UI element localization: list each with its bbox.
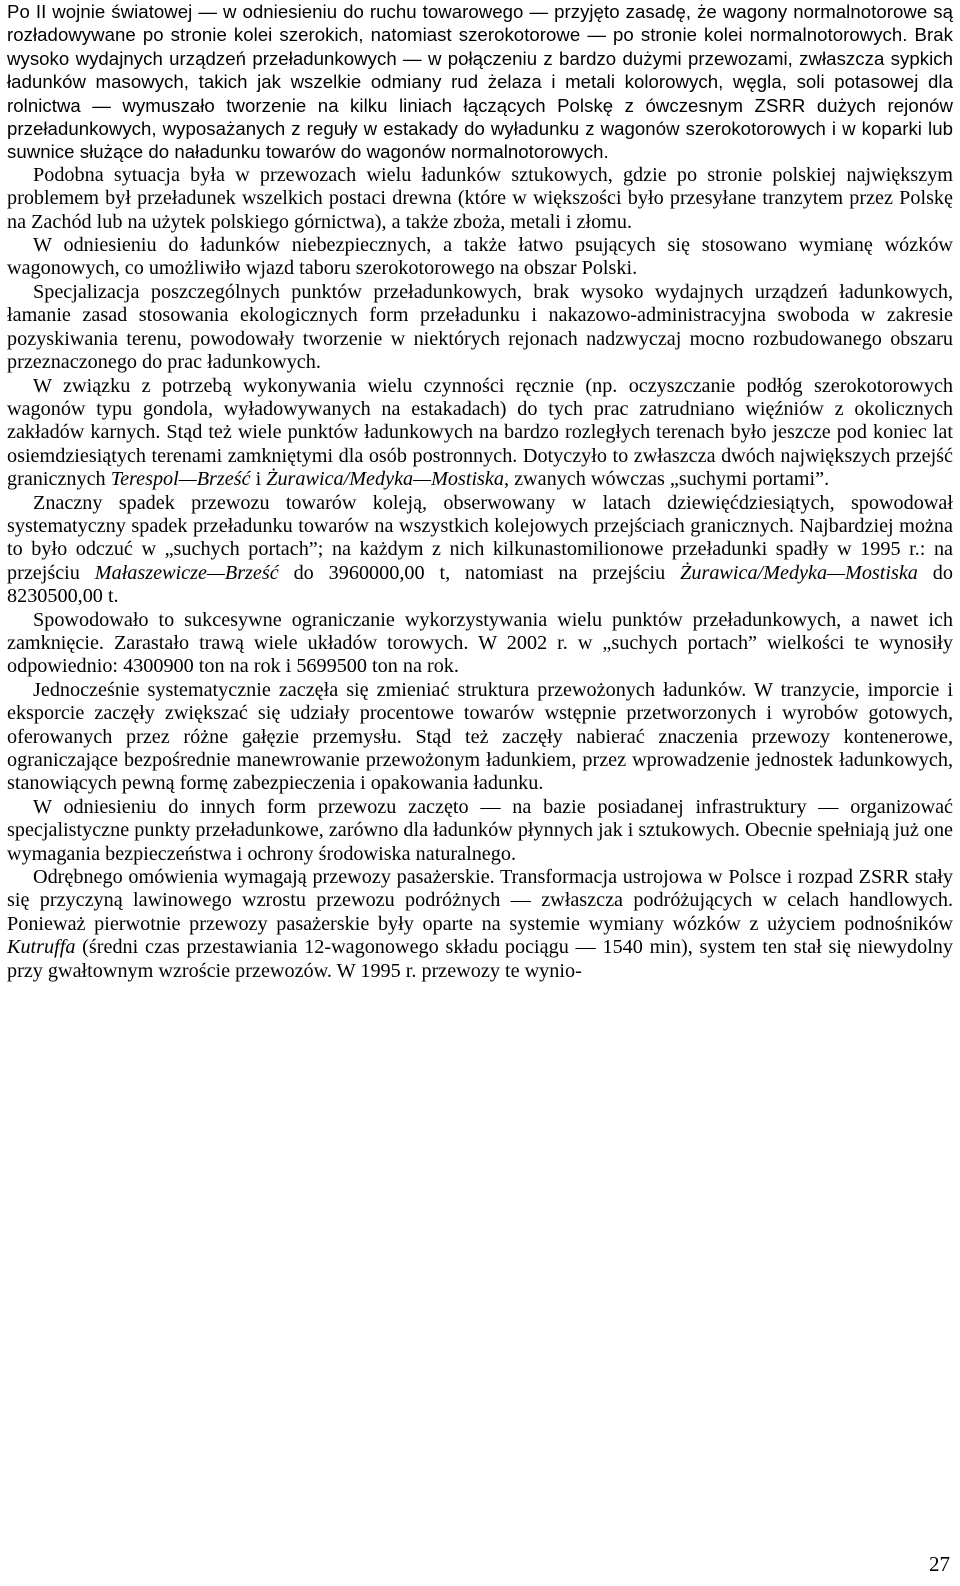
text-run: Podobna sytuacja była w przewozach wielu ładunków sztukowych, gdzie po stronie polskiej największym problemem był przeładunek wszelkich postaci drewna (które w większości było przesyłane tranzytem przez Polskę na Zachód lub na użytek polskiego górnictwa), a także zboża, metali i złomu.: [7, 163, 953, 233]
italic-text: Małaszewicze—Brześć: [94, 561, 279, 584]
italic-text: Żurawica/Medyka—Mostiska: [266, 468, 504, 491]
text-run: Odrębnego omówienia wymagają przewozy pasażerskie. Transformacja ustrojowa w Polsce i rozpad ZSRR stały się przyczyną lawinowego wzrostu przewozu podróżnych — zwłaszcza podróżujących w celach handlowych. Ponieważ pierwotnie przewozy pasażerskie były oparte na systemie wymiany wózków z użyciem podnośników: [7, 866, 953, 935]
paragraph: [7, 679, 953, 796]
paragraph: [7, 234, 953, 281]
text-run: do 3960000,00 t, natomiast na przejściu: [278, 561, 681, 584]
text-run: i: [250, 468, 267, 491]
text-run: Specjalizacja poszczególnych punktów przeładunkowych, brak wysoko wydajnych urządzeń ładunkowych, łamanie zasad stosowania ekologicznych form przeładunku i nakazowo-administracyjna swoboda w zakresie pozyskiwania terenu, powodowały tworzenie w niektórych rejonach nadzwyczaj mocno rozbudowanego obszaru przeznaczonego do prac ładunkowych.: [7, 280, 953, 374]
italic-text: Terespol—Brześć: [110, 468, 251, 491]
text-run: , zwanych wówczas „suchymi portami”.: [503, 468, 830, 491]
text-run: Spowodowało to sukcesywne ograniczanie wykorzystywania wielu punktów przeładunkowych, a nawet ich zamknięcie. Zarastało trawą wiele układów torowych. W 2002 r. w „suchych portach” wielkości te wynosiły odpowiednio: 4300900 ton na rok i 5699500 ton na rok.: [7, 608, 953, 678]
paragraph: [7, 609, 953, 679]
text-run: Znaczny spadek przewozu towarów koleją, obserwowany w latach dziewięćdziesiątych, spowodował systematyczny spadek przeładunku towarów na wszystkich kolejowych przejściach granicznych. Najbardziej można to było odczuć w „suchych portach”; na każdym z nich kilkunastomilionowe przeładunki spadły w 1995 r.: na przejściu: [7, 491, 953, 584]
document-page: [7, 0, 953, 983]
text-run: Jednocześnie systematycznie zaczęła się zmieniać struktura przewożonych ładunków. W tranzycie, imporcie i eksporcie zaczęły zwiększać się udziały procentowe towarów wstępnie przetworzonych i wyrobów gotowych, oferowanych przez różne gałęzie przemysłu. Stąd też zaczęły nabierać znaczenia przewozy kontenerowe, ograniczające bezpośrednie manewrowanie przewożonym ładunkiem, przez wprowadzenie jednostek ładunkowych, stanowiących pewną formę zabezpieczenia i opakowania ładunku.: [7, 678, 953, 795]
paragraph: [7, 0, 953, 164]
paragraph: [7, 796, 953, 866]
text-body: [7, 0, 953, 983]
text-run: (średni czas przestawiania 12-wagonowego składu pociągu — 1540 min), system ten stał się niewydolny przy gwałtownym wzroście przewozów. W 1995 r. przewozy te wynio-: [7, 936, 953, 982]
text-run: do 8230500,00 t.: [7, 561, 953, 608]
paragraph: [7, 164, 953, 234]
italic-text: Żurawica/Medyka—Mostiska: [680, 561, 918, 584]
text-run: Po II wojnie światowej — w odniesieniu do ruchu towarowego — przyjęto zasadę, że wagony normalnotorowe są rozładowywane po stronie kolei szerokich, natomiast szerokotorowe — po stronie kolei normalnotorowych. Brak wysoko wydajnych urządzeń przeładunkowych — w połączeniu z bardzo dużymi przewozami, zwłaszcza sypkich ładunków masowych, takich jak wszelkie odmiany rud żelaza i metali kolorowych, węgla, soli potasowej dla rolnictwa — wymuszało tworzenie na kilku liniach łączących Polskę z ówczesnym ZSRR dużych rejonów przeładunkowych, wyposażanych z reguły w estakady do wyładunku z wagonów szerokotorowych i w koparki lub suwnice służące do naładunku towarów do wagonów normalnotorowych.: [7, 1, 953, 163]
text-run: W związku z potrzebą wykonywania wielu czynności ręcznie (np. oczyszczanie podłóg szerokotorowych wagonów typu gondola, wyładowywanych na estakadach) do tych prac zatrudniano więźniów z okolicznych zakładów karnych. Stąd też wiele punktów ładunkowych na bardzo rozległych terenach było jeszcze pod koniec lat osiemdziesiątych terenami zamkniętymi dla osób postronnych. Dotyczyło to zwłaszcza dwóch największych przejść granicznych: [7, 374, 953, 491]
page-number: 27: [929, 1552, 950, 1576]
paragraph: [7, 281, 953, 375]
paragraph: [7, 866, 953, 983]
text-run: W odniesieniu do ładunków niebezpiecznych, a także łatwo psujących się stosowano wymianę wózków wagonowych, co umożliwiło wjazd taboru szerokotorowego na obszar Polski.: [7, 234, 953, 280]
italic-text: Kutruffa: [7, 936, 76, 959]
text-run: W odniesieniu do innych form przewozu zaczęto — na bazie posiadanej infrastruktury — organizować specjalistyczne punkty przeładunkowe, zarówno dla ładunków płynnych jak i sztukowych. Obecnie spełniają już one wymagania bezpieczeństwa i ochrony środowiska naturalnego.: [7, 795, 953, 865]
paragraph: [7, 375, 953, 492]
paragraph: [7, 492, 953, 609]
